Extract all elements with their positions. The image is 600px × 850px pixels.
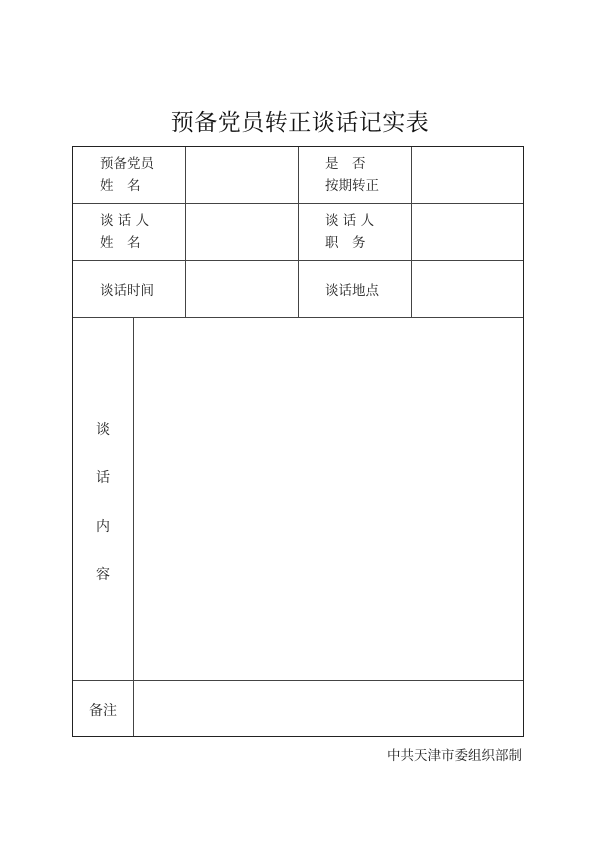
label-line: 姓 名 — [100, 178, 141, 194]
on-time-conversion-label — [325, 153, 381, 197]
column-divider-2 — [298, 147, 299, 317]
probationary-member-name-field[interactable] — [186, 147, 298, 203]
interview-time-field[interactable] — [186, 261, 298, 317]
interview-time-label: 谈话时间 — [100, 283, 154, 299]
label-line: 姓 名 — [100, 235, 141, 251]
label-line: 按期转正 — [325, 178, 379, 194]
label-line: 谈 话 人 — [100, 213, 150, 229]
content-label-char-2: 话 — [96, 470, 110, 486]
issuer-footer: 中共天津市委组织部制 — [387, 748, 522, 764]
remark-field[interactable] — [134, 681, 522, 735]
interview-location-label: 谈话地点 — [325, 283, 379, 299]
label-line: 职 务 — [325, 235, 366, 251]
interview-content-field[interactable] — [134, 318, 522, 680]
interviewer-position-label — [325, 210, 381, 254]
label-line: 谈 话 人 — [325, 213, 375, 229]
interviewer-name-field[interactable] — [186, 204, 298, 260]
content-label-char-4: 容 — [96, 567, 110, 583]
probationary-member-name-label — [100, 153, 156, 197]
interview-location-field[interactable] — [412, 261, 522, 317]
content-label-char-1: 谈 — [96, 422, 110, 438]
content-label-char-3: 内 — [96, 519, 110, 535]
interviewer-name-label — [100, 210, 156, 254]
interviewer-position-field[interactable] — [412, 204, 522, 260]
form-title: 预备党员转正谈话记实表 — [170, 110, 430, 136]
remark-label: 备注 — [89, 703, 117, 719]
label-line: 是 否 — [325, 156, 366, 172]
on-time-conversion-field[interactable] — [412, 147, 522, 203]
label-line: 预备党员 — [100, 156, 154, 172]
